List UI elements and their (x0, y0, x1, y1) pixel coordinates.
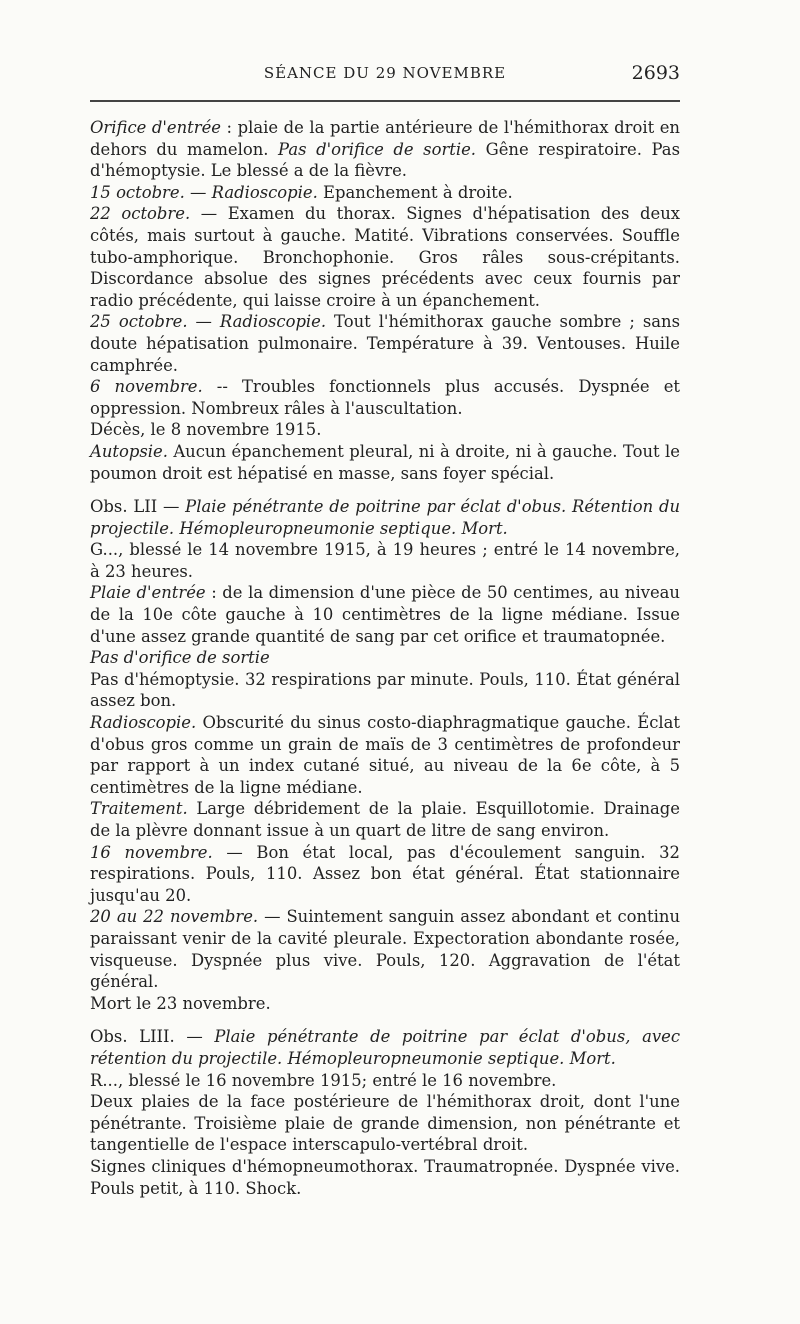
observation-label: Obs. LIII. (90, 1027, 175, 1047)
page-header (90, 62, 680, 90)
text: — Bon état local, pas d'écoulement sanguin. 32 respirations. Pouls, 110. Assez bon état général. État stationnaire jusqu'au 20. (90, 842, 680, 905)
text: Décès, le 8 novembre 1915. (90, 420, 322, 440)
paragraph (90, 117, 680, 182)
dash: — (157, 497, 186, 517)
paragraph (90, 182, 680, 204)
paragraph (90, 993, 680, 1015)
text: Pas d'hémoptysie. 32 respirations par minute. Pouls, 110. État général assez bon. (90, 669, 680, 711)
text: Signes cliniques d'hémopneumothorax. Traumatropnée. Dyspnée vive. Pouls petit, à 110. Shock. (90, 1156, 680, 1198)
date: 15 octobre. (90, 182, 185, 202)
paragraph (90, 798, 680, 841)
italic-label: Radioscopie. (90, 713, 197, 733)
paragraph (90, 906, 680, 992)
running-title: SÉANCE DU 29 NOVEMBRE (263, 64, 507, 82)
italic-label: Radioscopie. (211, 182, 318, 202)
text: Deux plaies de la face postérieure de l'hémithorax droit, dont l'une pénétrante. Troisième plaie de grande dimension, non pénétrante et tangentielle de l'espace interscapulo-vertébral droit. (90, 1092, 680, 1155)
text: R..., blessé le 16 novembre 1915; entré le 16 novembre. (90, 1070, 557, 1090)
text: Gêne respiratoire. Pas d'hémoptysie. Le blessé a de la fièvre. (90, 139, 680, 181)
text: Obscurité du sinus costo-diaphragmatique gauche. Éclat d'obus gros comme un grain de maïs de 3 centimètres de profondeur par rapport à un index cutané situé, au niveau de la 6e côte, à 5 centimètres de la ligne médiane. (90, 713, 680, 797)
italic-label: Plaie d'entrée (90, 583, 206, 603)
header-rule (90, 100, 680, 102)
date: 6 novembre. (90, 377, 203, 397)
date: 22 octobre. (90, 204, 191, 224)
text: Large débridement de la plaie. Esquillotomie. Drainage de la plèvre donnant issue à un quart de litre de sang environ. (90, 799, 680, 840)
italic-label: Autopsie. (90, 441, 168, 461)
paragraph (90, 1156, 680, 1199)
paragraph (90, 203, 680, 311)
italic-label: Orifice d'entrée (90, 118, 221, 137)
paragraph (90, 419, 680, 441)
text: : plaie de la partie antérieure de l'hémithorax droit en dehors du mamelon. (90, 118, 680, 159)
italic-label: Pas d'orifice de sortie. (278, 139, 477, 159)
paragraph (90, 1070, 680, 1092)
document-body (90, 117, 680, 1199)
text: Aucun épanchement pleural, ni à droite, ni à gauche. Tout le poumon droit est hépatisé en masse, sans foyer spécial. (90, 441, 680, 483)
paragraph (90, 539, 680, 582)
paragraph (90, 311, 680, 376)
italic-label: Radioscopie. (219, 312, 327, 332)
text: — Examen du thorax. Signes d'hépatisation des deux côtés, mais surtout à gauche. Matité. Vibrations conservées. Souffle tubo-amphorique. Bronchophonie. Gros râles sous-crépitants. Discordance absolue des signes précédents avec ceux fournis par radio précédente, qui laisse croire à un épanchement. (90, 204, 681, 310)
paragraph (90, 647, 680, 669)
observation-heading (90, 496, 680, 539)
paragraph (90, 712, 680, 798)
text: Tout l'hémithorax gauche sombre ; sans doute hépatisation pulmonaire. Température à 39. Ventouses. Huile camphrée. (90, 312, 680, 375)
dash: — (184, 182, 212, 202)
observation-label: Obs. LII (90, 497, 158, 517)
observation-title: Plaie pénétrante de poitrine par éclat d'obus. Rétention du projectile. Hémopleuropneumonie septique. Mort. (90, 497, 680, 538)
paragraph (90, 376, 680, 419)
text: Mort le 23 novembre. (90, 993, 271, 1013)
date: 25 octobre. (90, 312, 188, 332)
observation-heading (90, 1026, 680, 1069)
paragraph (90, 1091, 680, 1156)
observation-title: Plaie pénétrante de poitrine par éclat d'obus, avec rétention du projectile. Hémopleuropneumonie septique. Mort. (90, 1027, 680, 1068)
paragraph (90, 669, 680, 712)
paragraph (90, 842, 680, 907)
text: — Suintement sanguin assez abondant et continu paraissant venir de la cavité pleurale. Expectoration abondante rosée, visqueuse. Dyspnée plus vive. Pouls, 120. Aggravation de l'état général. (90, 907, 681, 992)
italic-label: Pas d'orifice de sortie (90, 648, 270, 668)
text: Epanchement à droite. (317, 182, 513, 202)
date: 20 au 22 novembre. (90, 907, 259, 927)
paragraph (90, 582, 680, 647)
dash: — (187, 312, 220, 332)
text: : de la dimension d'une pièce de 50 centimes, au niveau de la 10e côte gauche à 10 centimètres de la ligne médiane. Issue d'une assez grande quantité de sang par cet orifice et traumatopnée. (90, 583, 680, 646)
text: G..., blessé le 14 novembre 1915, à 19 heures ; entré le 14 novembre, à 23 heures. (90, 540, 680, 581)
paragraph (90, 441, 680, 484)
italic-label: Traitement. (90, 799, 188, 819)
page-number: 2693 (631, 62, 680, 84)
text: -- Troubles fonctionnels plus accusés. Dyspnée et oppression. Nombreux râles à l'auscultation. (90, 377, 680, 418)
date: 16 novembre. (90, 842, 213, 862)
dash: — (174, 1027, 215, 1047)
